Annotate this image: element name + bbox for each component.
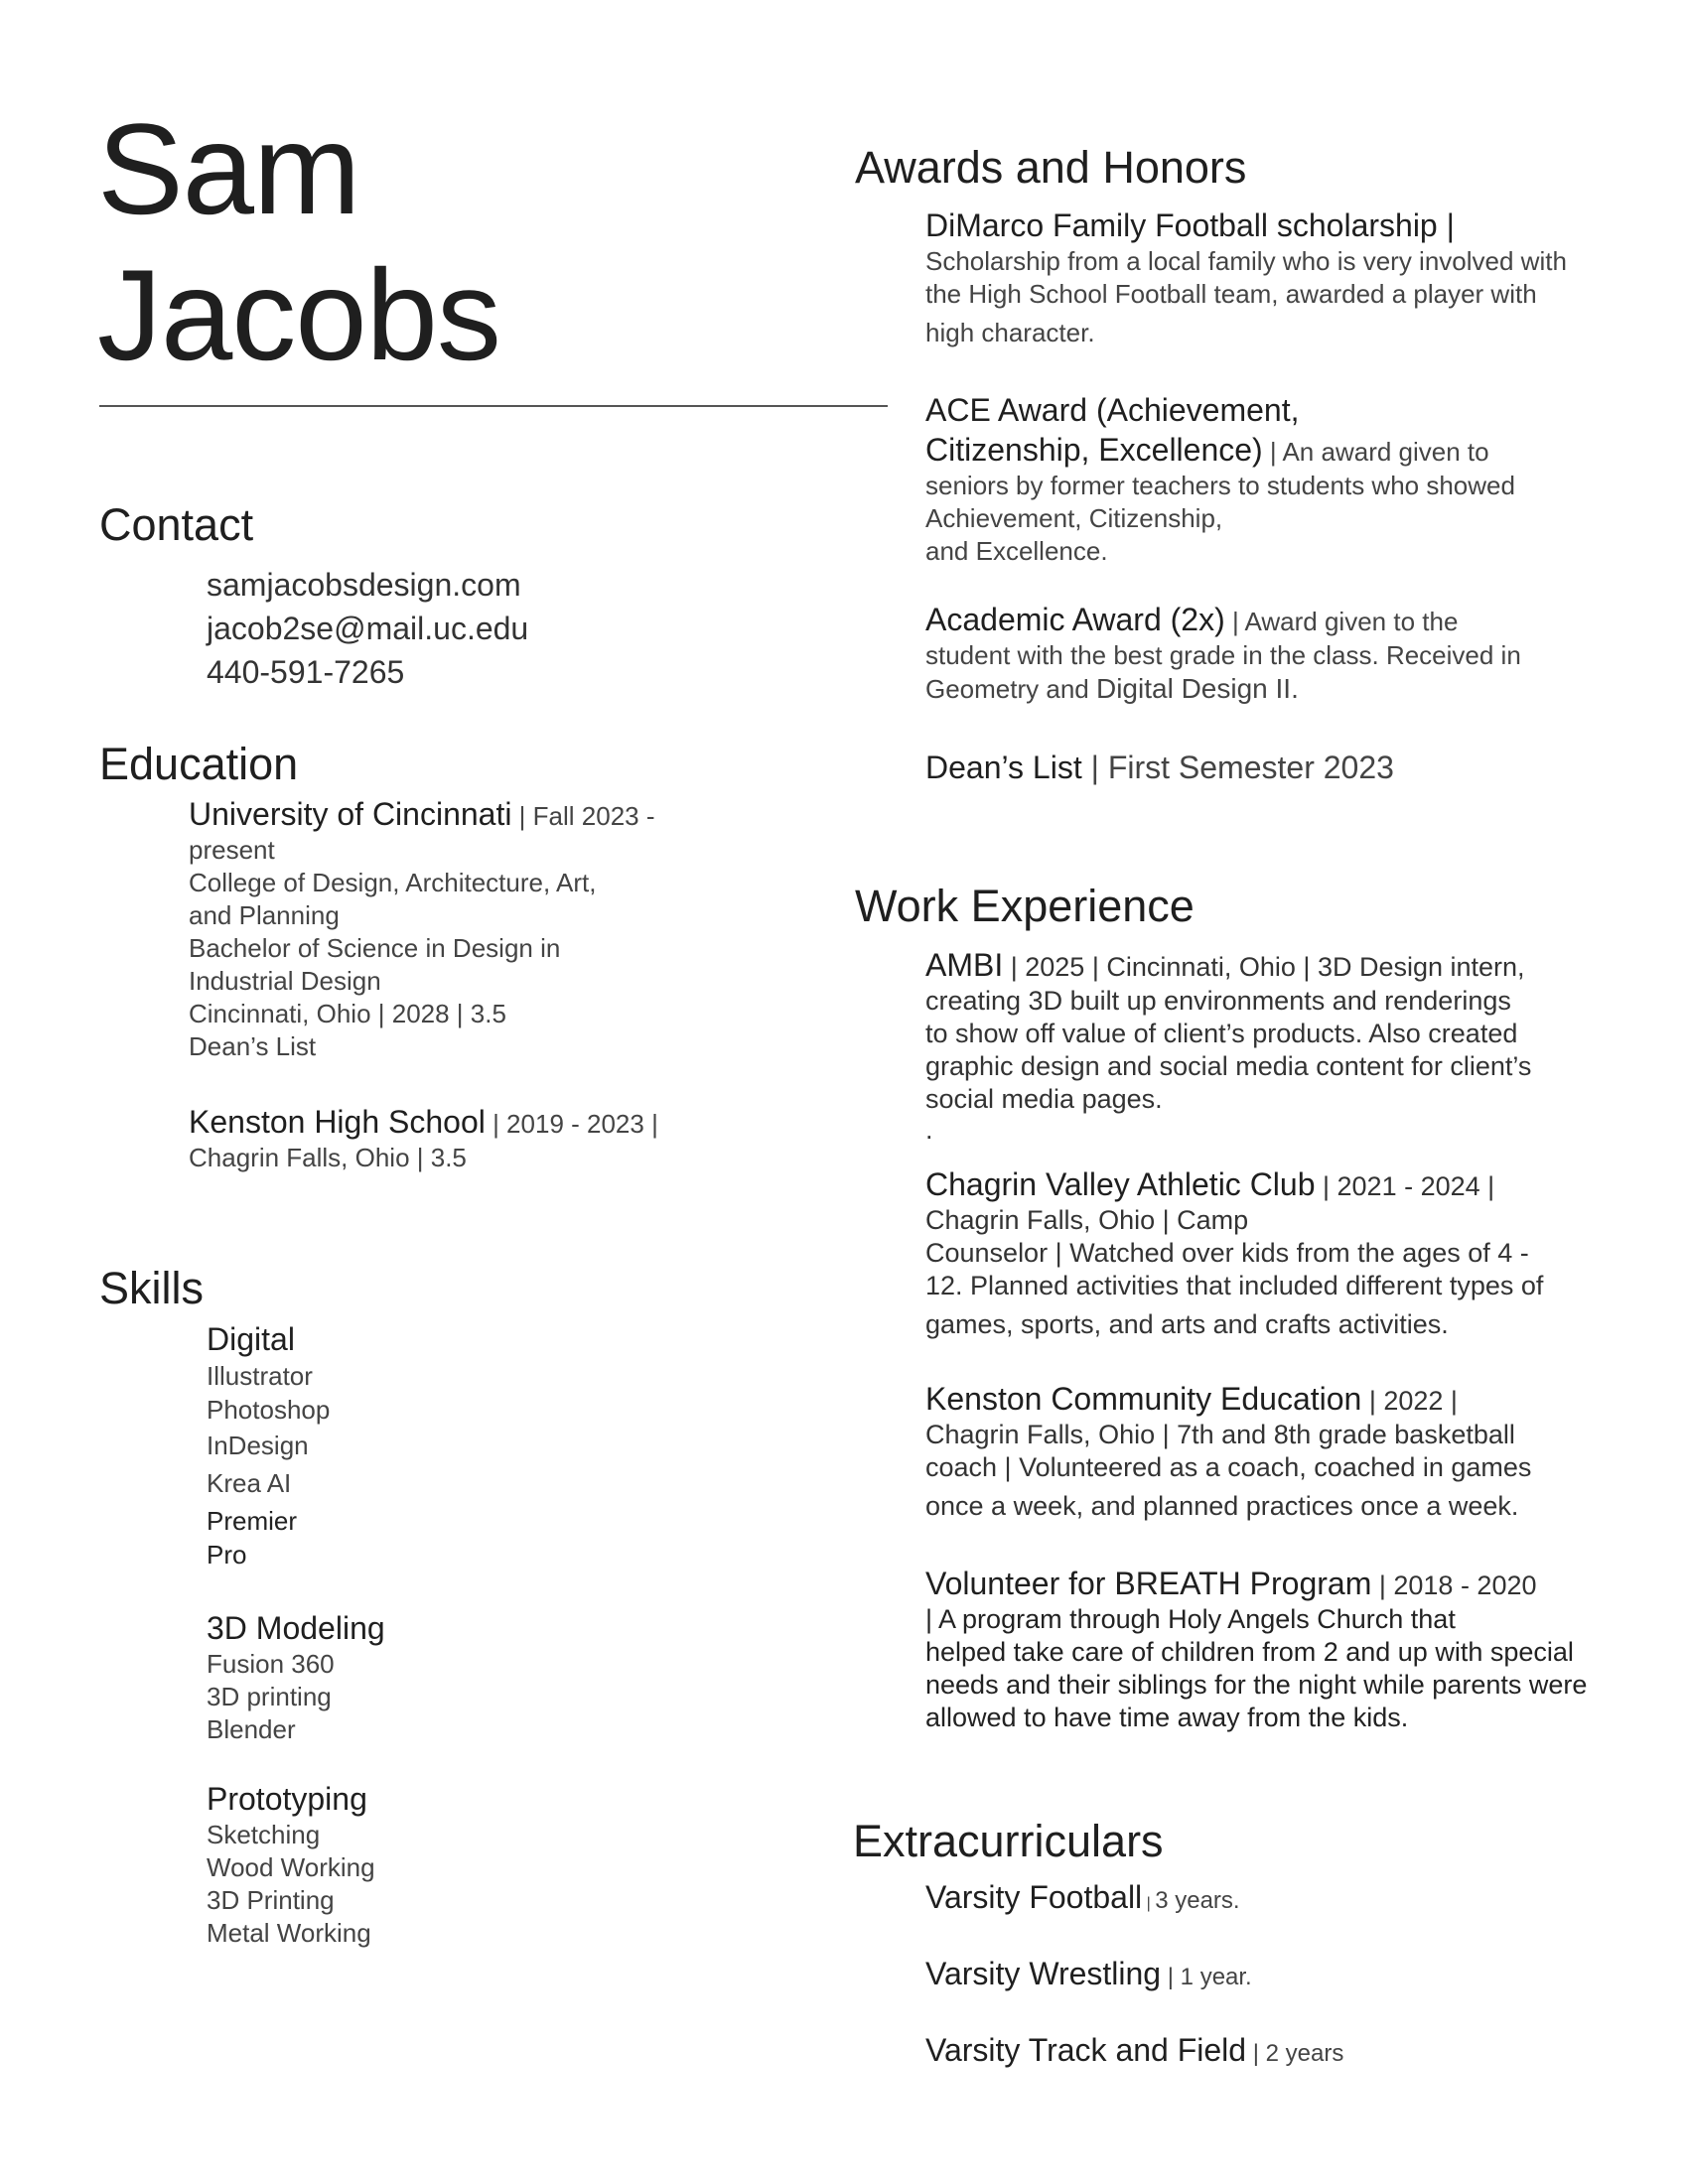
skill-item: Metal Working	[207, 1918, 371, 1948]
award-tail: | An award given to	[1262, 437, 1489, 467]
job-title: AMBI	[925, 947, 1004, 983]
skill-group-title: Digital	[207, 1321, 295, 1357]
award-title: Academic Award (2x)	[925, 602, 1225, 637]
uc-line: and Planning	[189, 900, 340, 930]
job-tail: | 2025 | Cincinnati, Ohio | 3D Design intern,	[1003, 952, 1525, 982]
extracurricular-tail: 3 years.	[1155, 1887, 1240, 1914]
extracurricular-tail: 1 year.	[1180, 1964, 1252, 1990]
skill-item: Photoshop	[207, 1395, 331, 1425]
uc-line: Bachelor of Science in Design in	[189, 933, 561, 963]
job-tail: | 2021 - 2024 |	[1315, 1171, 1495, 1201]
skills-3d-modeling	[207, 1608, 385, 1746]
job-title: Volunteer for BREATH Program	[925, 1566, 1372, 1601]
uc-line: Industrial Design	[189, 966, 381, 996]
award-academic	[925, 600, 1521, 706]
job-line: helped take care of children from 2 and up with special	[925, 1637, 1574, 1667]
award-line: the High School Football team, awarded a player with	[925, 279, 1537, 309]
job-line: 12. Planned activities that included different types of	[925, 1271, 1544, 1300]
name-last: Jacobs	[97, 242, 500, 387]
name-first: Sam	[97, 96, 360, 241]
contact-phone: 440-591-7265	[207, 654, 405, 690]
extracurricular-item	[925, 2030, 1343, 2074]
skill-item: 3D Printing	[207, 1885, 335, 1915]
education-khs	[189, 1102, 658, 1174]
job-line: creating 3D built up environments and renderings	[925, 986, 1511, 1016]
award-deans-list	[925, 748, 1394, 787]
extracurricular-item	[925, 1954, 1252, 1997]
job-line: coach | Volunteered as a coach, coached in games	[925, 1452, 1532, 1482]
education-uc	[189, 794, 655, 1063]
award-dimarco	[925, 205, 1567, 354]
award-line: student with the best grade in the class. Received in	[925, 640, 1521, 670]
award-title: ACE Award (Achievement,	[925, 392, 1300, 428]
skills-digital	[207, 1319, 330, 1570]
award-title: Citizenship, Excellence)	[925, 432, 1263, 468]
extracurricular-sep: |	[1142, 1895, 1156, 1912]
job-line: allowed to have time away from the kids.	[925, 1703, 1409, 1732]
job-tail: | 2018 - 2020	[1371, 1570, 1537, 1600]
skill-item: 3D printing	[207, 1682, 332, 1711]
job-line: Counselor | Watched over kids from the ages of 4 -	[925, 1238, 1529, 1268]
job-line: once a week, and planned practices once a week.	[925, 1491, 1519, 1521]
contact-heading: Contact	[99, 499, 254, 550]
skill-item: Krea AI	[207, 1468, 292, 1498]
khs-date: | 2019 - 2023 |	[485, 1109, 658, 1139]
extracurricular-tail: 2 years	[1265, 2040, 1344, 2067]
job-kce	[925, 1379, 1531, 1528]
award-line: high character.	[925, 318, 1095, 347]
skill-item: InDesign	[207, 1431, 309, 1460]
khs-school: Kenston High School	[189, 1104, 486, 1140]
skills-heading: Skills	[99, 1263, 205, 1313]
uc-date-2: present	[189, 835, 275, 865]
skill-item: Illustrator	[207, 1361, 313, 1391]
uc-line: College of Design, Architecture, Art,	[189, 868, 597, 897]
award-line: seniors by former teachers to students who showed	[925, 471, 1515, 500]
award-tail: | Award given to the	[1224, 607, 1459, 636]
award-line: Scholarship from a local family who is very involved with	[925, 246, 1567, 276]
extracurricular-title: Varsity Football	[925, 1879, 1143, 1915]
job-line: needs and their siblings for the night while parents were	[925, 1670, 1588, 1700]
award-title: DiMarco Family Football scholarship |	[925, 207, 1455, 243]
extracurricular-sep: |	[1161, 1964, 1181, 1990]
award-title: Dean’s List	[925, 750, 1082, 785]
award-ace	[925, 390, 1515, 568]
job-cvac	[925, 1164, 1543, 1346]
uc-school: University of Cincinnati	[189, 796, 512, 832]
education-heading: Education	[99, 739, 299, 789]
job-ambi	[925, 945, 1531, 1144]
extracurricular-sep: |	[1246, 2040, 1266, 2067]
skill-item: Wood Working	[207, 1852, 375, 1882]
skill-item: Premier	[207, 1506, 298, 1536]
extracurricular-item	[925, 1877, 1240, 1924]
uc-date: | Fall 2023 -	[511, 801, 655, 831]
job-line: social media pages.	[925, 1084, 1163, 1114]
uc-line: Dean’s List	[189, 1031, 317, 1061]
skill-item: Blender	[207, 1714, 296, 1744]
job-line: to show off value of client’s products. Also created	[925, 1019, 1518, 1048]
job-line: Chagrin Falls, Ohio | 7th and 8th grade basketball	[925, 1420, 1515, 1449]
skill-group-title: Prototyping	[207, 1781, 367, 1817]
contact-website[interactable]: samjacobsdesign.com	[207, 567, 521, 603]
skill-item: Pro	[207, 1540, 247, 1570]
work-heading: Work Experience	[855, 881, 1195, 931]
job-tail: | 2022 |	[1361, 1386, 1458, 1416]
extracurriculars-heading: Extracurriculars	[853, 1816, 1164, 1866]
award-line: Geometry and	[925, 674, 1096, 704]
skill-group-title: 3D Modeling	[207, 1610, 385, 1646]
job-line: Chagrin Falls, Ohio | Camp	[925, 1205, 1249, 1235]
award-tail: | First Semester 2023	[1081, 750, 1394, 785]
skills-prototyping	[207, 1779, 375, 1950]
uc-line: Cincinnati, Ohio | 2028 | 3.5	[189, 999, 506, 1028]
extracurricular-title: Varsity Track and Field	[925, 2032, 1247, 2068]
awards-heading: Awards and Honors	[855, 142, 1247, 193]
job-title: Chagrin Valley Athletic Club	[925, 1166, 1316, 1202]
skill-item: Sketching	[207, 1820, 321, 1849]
award-line: and Excellence.	[925, 536, 1108, 566]
award-line: Digital Design II.	[1095, 673, 1299, 704]
job-line: graphic design and social media content for client’s	[925, 1051, 1532, 1081]
job-title: Kenston Community Education	[925, 1381, 1362, 1417]
job-line: | A program through Holy Angels Church that	[925, 1604, 1456, 1634]
khs-line: Chagrin Falls, Ohio | 3.5	[189, 1143, 467, 1172]
award-line: Achievement, Citizenship,	[925, 503, 1223, 533]
skill-item: Fusion 360	[207, 1649, 335, 1679]
job-breath	[925, 1564, 1587, 1734]
job-line: .	[925, 1115, 933, 1145]
contact-email[interactable]: jacob2se@mail.uc.edu	[207, 611, 529, 646]
extracurricular-title: Varsity Wrestling	[925, 1956, 1162, 1991]
header-divider	[99, 405, 888, 407]
job-line: games, sports, and arts and crafts activities.	[925, 1309, 1449, 1339]
